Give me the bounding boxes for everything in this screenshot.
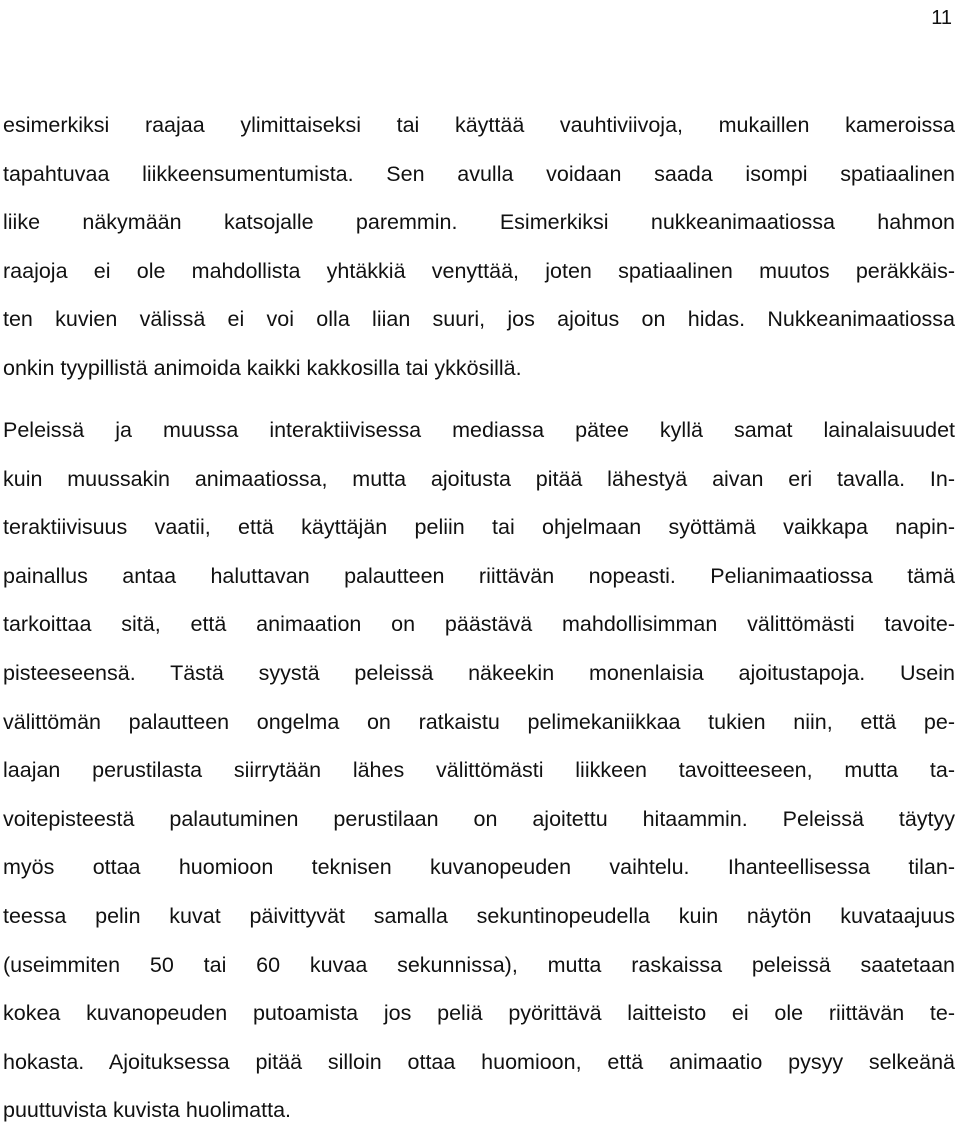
text-line: välittömän palautteen ongelma on ratkaistu pelimekaniikkaa tukien niin, että pe-: [3, 709, 955, 734]
text-line: voitepisteestä palautuminen perustilaan on ajoitettu hitaammin. Peleissä täytyy: [3, 806, 955, 831]
text-line: tarkoittaa sitä, että animaation on päästävä mahdollisimman välittömästi tavoite-: [3, 612, 955, 637]
text-line: laajan perustilasta siirrytään lähes välittömästi liikkeen tavoitteeseen, mutta ta-: [3, 758, 955, 783]
text-line: liike näkymään katsojalle paremmin. Esimerkiksi nukkeanimaatiossa hahmon: [3, 210, 955, 235]
text-line: painallus antaa haluttavan palautteen riittävän nopeasti. Pelianimaatiossa tämä: [3, 563, 955, 588]
text-line: esimerkiksi raajaa ylimittaiseksi tai käyttää vauhtiviivoja, mukaillen kameroissa: [3, 113, 955, 137]
text-line: kuin muussakin animaatiossa, mutta ajoitusta pitää lähestyä aivan eri tavalla. In-: [3, 466, 955, 491]
text-line: ten kuvien välissä ei voi olla liian suuri, jos ajoitus on hidas. Nukkeanimaatiossa: [3, 307, 955, 332]
text-line: (useimmiten 50 tai 60 kuvaa sekunnissa), mutta raskaissa peleissä saatetaan: [3, 952, 955, 977]
text-line: teessa pelin kuvat päivittyvät samalla sekuntinopeudella kuin näytön kuvataajuus: [3, 903, 955, 928]
text-line: onkin tyypillistä animoida kaikki kakkosilla tai ykkösillä.: [3, 355, 522, 380]
text-line: myös ottaa huomioon teknisen kuvanopeuden vaihtelu. Ihanteellisessa tilan-: [3, 855, 955, 880]
paragraph-2: [3, 406, 955, 1135]
text-line: kokea kuvanopeuden putoamista jos peliä pyörittävä laitteisto ei ole riittävän te-: [3, 1001, 955, 1026]
text-line: Peleissä ja muussa interaktiivisessa mediassa pätee kyllä samat lainalaisuudet: [3, 418, 955, 442]
text-line: raajoja ei ole mahdollista yhtäkkiä venyttää, joten spatiaalinen muutos peräkkäis-: [3, 258, 955, 283]
text-line: pisteeseensä. Tästä syystä peleissä näkeekin monenlaisia ajoitustapoja. Usein: [3, 660, 955, 685]
text-line: hokasta. Ajoituksessa pitää silloin ottaa huomioon, että animaatio pysyy selkeänä: [3, 1049, 955, 1074]
text-line: puuttuvista kuvista huolimatta.: [3, 1098, 292, 1123]
text-line: tapahtuvaa liikkeensumentumista. Sen avulla voidaan saada isompi spatiaalinen: [3, 161, 955, 186]
text-line: teraktiivisuus vaatii, että käyttäjän peliin tai ohjelmaan syöttämä vaikkapa napin-: [3, 515, 955, 540]
page-number: 11: [931, 7, 952, 29]
paragraph-1: [3, 101, 955, 393]
